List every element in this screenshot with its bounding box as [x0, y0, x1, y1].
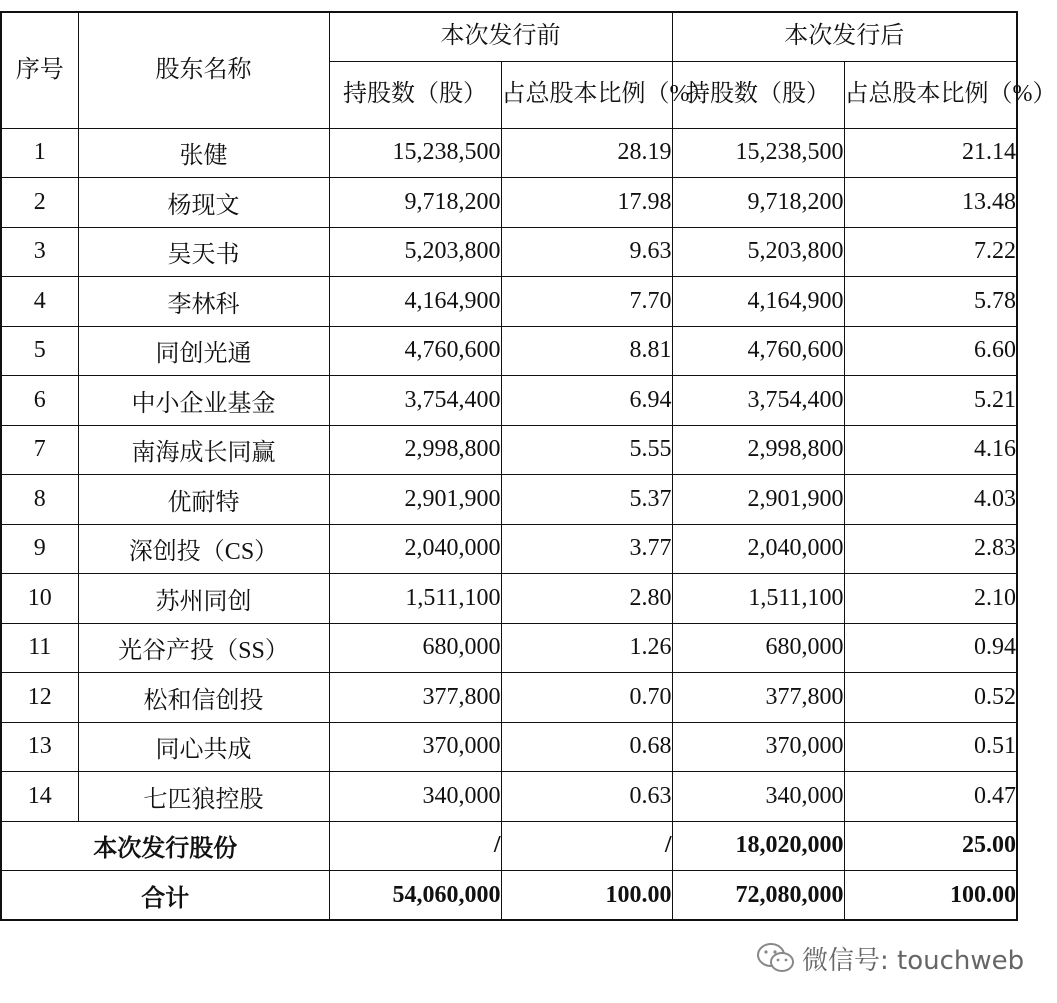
- cell-before-shares: 2,901,900: [329, 475, 501, 525]
- cell-before-ratio: 2.80: [501, 574, 672, 624]
- issue-row: [1, 821, 1017, 871]
- cell-seq: 8: [1, 475, 78, 525]
- watermark-text: 微信号: touchweb: [802, 945, 1025, 976]
- table-row: [1, 178, 1017, 228]
- total-row: [1, 871, 1017, 921]
- cell-after-shares: 4,760,600: [672, 326, 844, 376]
- header-seq: 序号: [1, 12, 78, 128]
- total-after-ratio: 100.00: [844, 871, 1017, 921]
- cell-before-shares: 1,511,100: [329, 574, 501, 624]
- table-row: [1, 277, 1017, 327]
- header-after-ratio: 占总股本比例（%）: [844, 61, 1017, 128]
- cell-after-ratio: 4.16: [844, 425, 1017, 475]
- cell-seq: 14: [1, 772, 78, 822]
- table-row: [1, 524, 1017, 574]
- cell-after-shares: 3,754,400: [672, 376, 844, 426]
- cell-before-shares: 9,718,200: [329, 178, 501, 228]
- table-row: [1, 425, 1017, 475]
- cell-name: 中小企业基金: [78, 376, 329, 426]
- cell-seq: 10: [1, 574, 78, 624]
- cell-before-ratio: 9.63: [501, 227, 672, 277]
- cell-after-ratio: 0.52: [844, 673, 1017, 723]
- cell-after-shares: 377,800: [672, 673, 844, 723]
- cell-before-shares: 4,164,900: [329, 277, 501, 327]
- cell-before-ratio: 8.81: [501, 326, 672, 376]
- cell-seq: 1: [1, 128, 78, 178]
- cell-after-shares: 340,000: [672, 772, 844, 822]
- cell-name: 南海成长同赢: [78, 425, 329, 475]
- cell-after-shares: 4,164,900: [672, 277, 844, 327]
- table-row: [1, 326, 1017, 376]
- watermark: [756, 936, 1024, 980]
- cell-after-ratio: 2.10: [844, 574, 1017, 624]
- issue-before-ratio: /: [501, 821, 672, 871]
- total-after-shares: 72,080,000: [672, 871, 844, 921]
- cell-seq: 13: [1, 722, 78, 772]
- cell-before-shares: 377,800: [329, 673, 501, 723]
- cell-before-ratio: 1.26: [501, 623, 672, 673]
- cell-before-ratio: 0.63: [501, 772, 672, 822]
- cell-after-ratio: 6.60: [844, 326, 1017, 376]
- cell-before-shares: 2,998,800: [329, 425, 501, 475]
- cell-before-ratio: 28.19: [501, 128, 672, 178]
- cell-name: 优耐特: [78, 475, 329, 525]
- cell-name: 苏州同创: [78, 574, 329, 624]
- issue-after-shares: 18,020,000: [672, 821, 844, 871]
- cell-after-ratio: 5.78: [844, 277, 1017, 327]
- cell-after-ratio: 0.51: [844, 722, 1017, 772]
- table-row: [1, 623, 1017, 673]
- cell-before-shares: 4,760,600: [329, 326, 501, 376]
- cell-before-ratio: 5.37: [501, 475, 672, 525]
- cell-before-shares: 340,000: [329, 772, 501, 822]
- cell-seq: 9: [1, 524, 78, 574]
- cell-name: 深创投（CS）: [78, 524, 329, 574]
- total-label: 合计: [1, 871, 329, 921]
- table-row: [1, 574, 1017, 624]
- cell-seq: 7: [1, 425, 78, 475]
- cell-before-shares: 5,203,800: [329, 227, 501, 277]
- table-row: [1, 227, 1017, 277]
- cell-after-shares: 9,718,200: [672, 178, 844, 228]
- cell-name: 吴天书: [78, 227, 329, 277]
- header-after-issue: 本次发行后: [672, 12, 1017, 61]
- cell-name: 光谷产投（SS）: [78, 623, 329, 673]
- issue-after-ratio: 25.00: [844, 821, 1017, 871]
- wechat-icon: [756, 941, 796, 975]
- shareholding-table: [0, 11, 1057, 921]
- cell-after-ratio: 2.83: [844, 524, 1017, 574]
- cell-seq: 2: [1, 178, 78, 228]
- cell-after-shares: 680,000: [672, 623, 844, 673]
- cell-after-ratio: 0.47: [844, 772, 1017, 822]
- cell-before-shares: 680,000: [329, 623, 501, 673]
- cell-seq: 11: [1, 623, 78, 673]
- cell-after-ratio: 5.21: [844, 376, 1017, 426]
- issue-label: 本次发行股份: [1, 821, 329, 871]
- cell-before-shares: 15,238,500: [329, 128, 501, 178]
- cell-after-shares: 5,203,800: [672, 227, 844, 277]
- cell-after-shares: 370,000: [672, 722, 844, 772]
- header-before-issue: 本次发行前: [329, 12, 672, 61]
- cell-before-ratio: 3.77: [501, 524, 672, 574]
- header-after-shares: 持股数（股）: [672, 61, 844, 128]
- table-row: [1, 772, 1017, 822]
- cell-after-ratio: 21.14: [844, 128, 1017, 178]
- table-row: [1, 128, 1017, 178]
- issue-before-shares: /: [329, 821, 501, 871]
- cell-name: 松和信创投: [78, 673, 329, 723]
- cell-seq: 5: [1, 326, 78, 376]
- cell-name: 张健: [78, 128, 329, 178]
- total-before-shares: 54,060,000: [329, 871, 501, 921]
- cell-before-shares: 370,000: [329, 722, 501, 772]
- cell-seq: 3: [1, 227, 78, 277]
- cell-after-ratio: 13.48: [844, 178, 1017, 228]
- cell-before-ratio: 0.68: [501, 722, 672, 772]
- cell-after-ratio: 0.94: [844, 623, 1017, 673]
- table-row: [1, 673, 1017, 723]
- cell-after-ratio: 4.03: [844, 475, 1017, 525]
- table-row: [1, 475, 1017, 525]
- cell-before-ratio: 0.70: [501, 673, 672, 723]
- cell-after-ratio: 7.22: [844, 227, 1017, 277]
- header-before-shares: 持股数（股）: [329, 61, 501, 128]
- cell-before-shares: 2,040,000: [329, 524, 501, 574]
- cell-after-shares: 1,511,100: [672, 574, 844, 624]
- cell-name: 同心共成: [78, 722, 329, 772]
- cell-after-shares: 15,238,500: [672, 128, 844, 178]
- table-row: [1, 376, 1017, 426]
- header-before-ratio: 占总股本比例（%）: [501, 61, 672, 128]
- header-name: 股东名称: [78, 12, 329, 128]
- cell-seq: 4: [1, 277, 78, 327]
- cell-seq: 12: [1, 673, 78, 723]
- cell-name: 七匹狼控股: [78, 772, 329, 822]
- cell-before-ratio: 6.94: [501, 376, 672, 426]
- cell-after-shares: 2,998,800: [672, 425, 844, 475]
- table-row: [1, 722, 1017, 772]
- cell-before-ratio: 7.70: [501, 277, 672, 327]
- cell-after-shares: 2,040,000: [672, 524, 844, 574]
- cell-before-ratio: 17.98: [501, 178, 672, 228]
- cell-name: 杨现文: [78, 178, 329, 228]
- cell-name: 李林科: [78, 277, 329, 327]
- total-before-ratio: 100.00: [501, 871, 672, 921]
- cell-name: 同创光通: [78, 326, 329, 376]
- cell-before-shares: 3,754,400: [329, 376, 501, 426]
- cell-before-ratio: 5.55: [501, 425, 672, 475]
- cell-after-shares: 2,901,900: [672, 475, 844, 525]
- cell-seq: 6: [1, 376, 78, 426]
